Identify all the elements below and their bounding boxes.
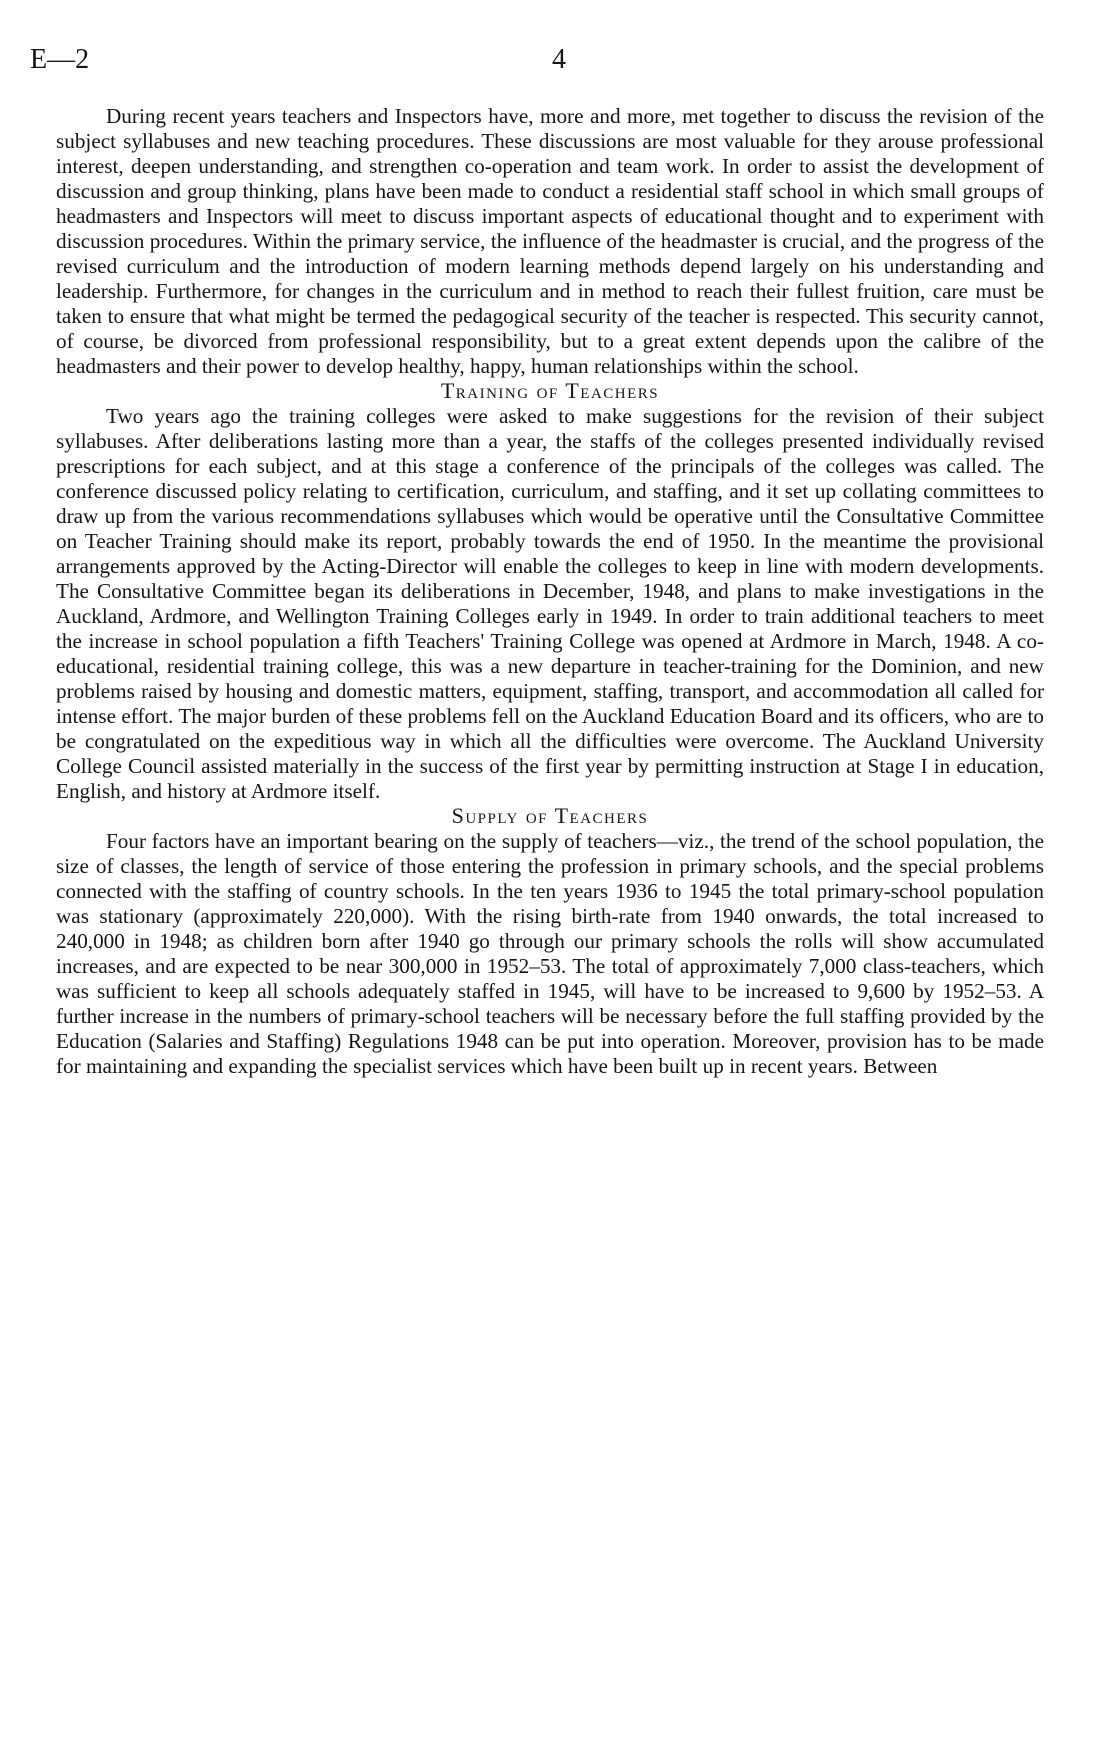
page-number: 4 <box>552 44 566 75</box>
supply-paragraph: Four factors have an important bearing on the supply of teachers—viz., the trend of the school population, the size of classes, the length of service of those entering the profession in primary schools, and the special problems connected with the staffing of country schools. In the ten years 1936 to 1945 the total primary-school population was stationary (approximately 220,000). With the rising birth-rate from 1940 onwards, the total increased to 240,000 in 1948; as children born after 1940 go through our primary schools the rolls will show accumulated increases, and are expected to be near 300,000 in 1952–53. The total of approximately 7,000 class-teachers, which was sufficient to keep all schools adequately staffed in 1945, will have to be increased to 9,600 by 1952–53. A further increase in the numbers of primary-school teachers will be necessary before the full staffing provided by the Education (Salaries and Staffing) Regulations 1948 can be put into operation. Moreover, provision has to be made for maintaining and expanding the specialist services which have been built up in recent years. Between <box>56 829 1044 1078</box>
running-header <box>30 40 1070 80</box>
body-text <box>56 104 1044 1079</box>
training-paragraph: Two years ago the training colleges were asked to make suggestions for the revision of their subject syllabuses. After deliberations lasting more than a year, the staffs of the colleges presented individually revised prescriptions for each subject, and at this stage a conference of the principals of the colleges was called. The conference discussed policy relating to certification, curriculum, and staffing, and it set up collating committees to draw up from the various recommendations syllabuses which would be operative until the Consultative Committee on Teacher Training should make its report, probably towards the end of 1950. In the meantime the provisional arrangements approved by the Acting-Director will enable the colleges to keep in line with modern developments. The Consultative Committee began its deliberations in December, 1948, and plans to make investigations in the Auckland, Ardmore, and Wellington Training Colleges early in 1949. In order to train additional teachers to meet the increase in school population a fifth Teachers' Training College was opened at Ardmore in March, 1948. A co-educational, residential training college, this was a new departure in teacher-training for the Dominion, and new problems raised by housing and domestic matters, equipment, staffing, transport, and accommodation all called for intense effort. The major burden of these problems fell on the Auckland Education Board and its officers, who are to be congratulated on the expeditious way in which all the difficulties were overcome. The Auckland University College Council assisted materially in the success of the first year by permitting instruction at Stage I in education, English, and history at Ardmore itself. <box>56 404 1044 803</box>
section-heading-training-text: Training of Teachers <box>440 378 660 403</box>
section-heading-supply-text: Supply of Teachers <box>451 803 649 828</box>
section-heading-training <box>56 379 1044 404</box>
document-reference: E—2 <box>30 44 90 75</box>
intro-paragraph: During recent years teachers and Inspectors have, more and more, met together to discuss the revision of the subject syllabuses and new teaching procedures. These discussions are most valuable for they arouse professional interest, deepen understanding, and strengthen co-operation and team work. In order to assist the development of discussion and group thinking, plans have been made to conduct a residential staff school in which small groups of headmasters and Inspectors will meet to discuss important aspects of educational thought and to experiment with discussion procedures. Within the primary service, the influence of the headmaster is crucial, and the progress of the revised curriculum and the introduction of modern learning methods depend largely on his understanding and leadership. Furthermore, for changes in the curriculum and in method to reach their fullest fruition, care must be taken to ensure that what might be termed the pedagogical security of the teacher is respected. This security cannot, of course, be divorced from professional responsibility, but to a great extent depends upon the calibre of the headmasters and their power to develop healthy, happy, human relationships within the school. <box>56 104 1044 378</box>
section-heading-supply <box>56 804 1044 829</box>
